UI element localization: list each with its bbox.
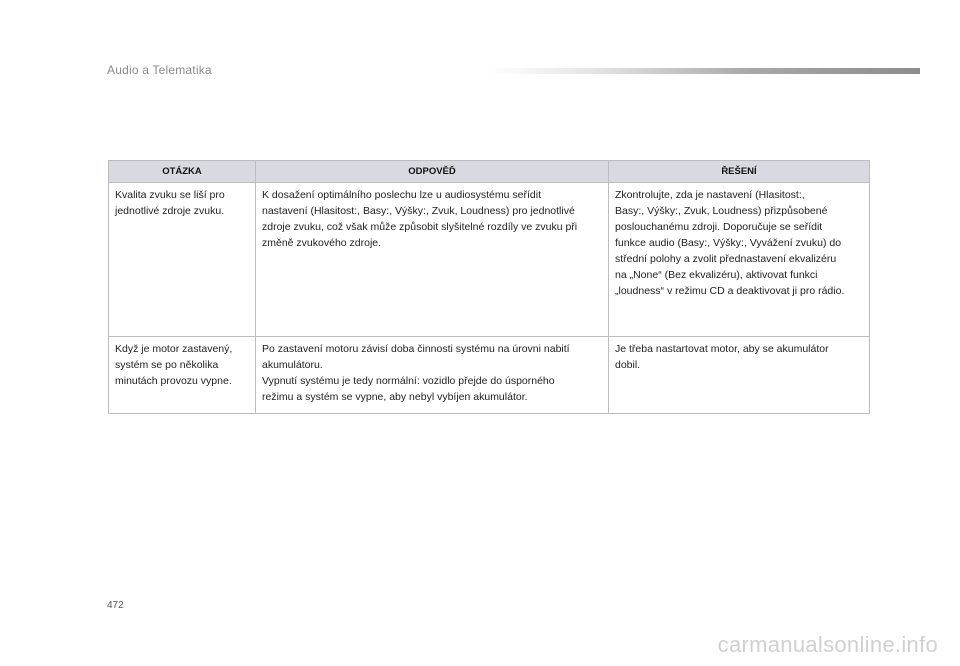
answer-text: Po zastavení motoru závisí doba činnosti systému na úrovni nabití akumulátoru. Vypnutí systému je tedy normální: vozidlo přejde do úsporného režimu a systém se vypne, aby nebyl vybíjen akumulátor. [262,343,570,403]
column-header-answer: ODPOVĚĎ [256,161,609,183]
question-cell [109,183,256,337]
column-header-question: OTÁZKA [109,161,256,183]
page-number: 472 [107,600,124,611]
section-title: Audio a Telematika [107,63,212,77]
question-text: Když je motor zastavený, systém se po několika minutách provozu vypne. [115,343,233,387]
table-row [109,183,870,337]
table-row [109,337,870,414]
answer-cell [256,337,609,414]
column-header-solution: ŘEŠENÍ [609,161,870,183]
watermark: carmanualsonline.info [717,632,938,657]
answer-text: K dosažení optimálního poslechu lze u audiosystému seřídit nastavení (Hlasitost:, Basy:, Výšky:, Zvuk, Loudness) pro jednotlivé zdroje zvuku, což však může způsobit slyšitelné rozdíly ve zvuku při změně zvukového zdroje. [262,189,578,249]
question-cell [109,337,256,414]
answer-cell [256,183,609,337]
solution-text: Zkontrolujte, zda je nastavení (Hlasitost:, Basy:, Výšky:, Zvuk, Loudness) přizpůsobené poslouchanému zdroji. Doporučuje se seřídit funkce audio (Basy:, Výšky:, Vyvážení zvuku) do střední polohy a zvolit přednastavení ekvalizéru na „None“ (Bez ekvalizéru), aktivovat funkci „loudness“ v režimu CD a deaktivovat ji pro rádio. [615,189,845,297]
table-header-row [109,161,870,183]
solution-cell [609,337,870,414]
question-text: Kvalita zvuku se liší pro jednotlivé zdroje zvuku. [115,189,225,217]
solution-text: Je třeba nastartovat motor, aby se akumulátor dobil. [615,343,829,371]
solution-cell [609,183,870,337]
header-gradient-bar [488,68,920,74]
troubleshooting-table [108,160,870,414]
